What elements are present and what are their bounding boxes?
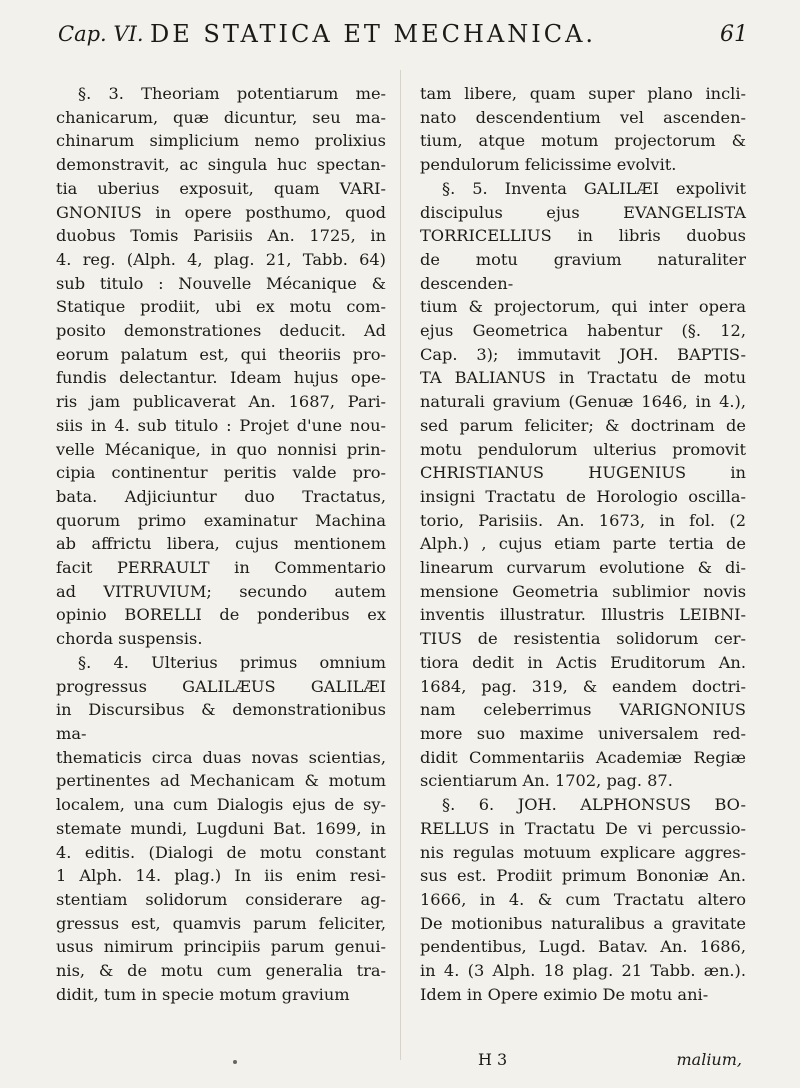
text-line: GNONIUS in opere posthumo, quod (56, 202, 386, 222)
text-line: TA BALIANUS in Tractatu de motu (420, 368, 746, 388)
text-line: sus est. Prodiit primum Bononiæ An. (420, 866, 746, 886)
text-line: TIUS de resistentia solidorum cer- (420, 629, 746, 649)
text-line: tium, atque motum projectorum & (420, 131, 746, 151)
text-line: Alph.) , cujus etiam parte tertia de (420, 534, 746, 554)
text-line: tia uberius exposuit, quam VARI- (56, 178, 386, 198)
text-line: scientiarum An. 1702, pag. 87. (420, 771, 673, 791)
text-line: CHRISTIANUS HUGENIUS in (420, 463, 746, 483)
text-line: mensione Geometria sublimior novis (420, 581, 746, 601)
ink-spot (233, 1060, 237, 1064)
text-line: usus nimirum principiis parum genui- (56, 937, 386, 957)
text-line: localem, una cum Dialogis ejus de sy- (56, 795, 386, 815)
text-line: nis regulas motuum explicare aggres- (420, 842, 746, 862)
column-gutter (400, 70, 401, 1060)
text-line: quorum primo examinatur Machina (56, 510, 386, 530)
text-line: didit, tum in specie motum gravium (56, 984, 350, 1004)
text-line: 4. editis. (Dialogi de motu constant (56, 842, 386, 862)
text-line: de motu gravium naturaliter descenden- (420, 249, 746, 293)
text-line: chinarum simplicium nemo prolixius (56, 131, 386, 151)
text-line: more suo maxime universalem red- (420, 723, 746, 743)
right-column (420, 82, 746, 1006)
text-line: ris jam publicaverat An. 1687, Pari- (56, 392, 386, 412)
left-column (56, 82, 386, 1006)
text-line: §. 3. Theoriam potentiarum me- (78, 84, 386, 103)
running-title: DE STATICA ET MECHANICA. (150, 20, 597, 48)
text-line: naturali gravium (Genuæ 1646, in 4.), (420, 392, 746, 412)
text-line: in 4. (3 Alph. 18 plag. 21 Tabb. æn.). (420, 961, 746, 981)
text-line: bata. Adjiciuntur duo Tractatus, (56, 486, 386, 506)
text-line: nato descendentium vel ascenden- (420, 107, 746, 127)
text-line: De motionibus naturalibus a gravitate (420, 913, 746, 933)
chapter-label: Cap. VI. (58, 22, 144, 46)
text-line: progressus GALILÆUS GALILÆI (56, 676, 386, 696)
text-line: pertinentes ad Mechanicam & motum (56, 771, 386, 791)
catchword: malium, (676, 1050, 742, 1069)
text-line: motu pendulorum ulterius promovit (420, 439, 746, 459)
text-line: Cap. 3); immutavit JOH. BAPTIS- (420, 344, 746, 364)
text-line: facit PERRAULT in Commentario (56, 558, 386, 578)
text-line: ejus Geometrica habentur (§. 12, (420, 321, 746, 341)
text-line: tiora dedit in Actis Eruditorum An. (420, 652, 746, 672)
text-line: nam celeberrimus VARIGNONIUS (420, 700, 746, 720)
text-line: inventis illustratur. Illustris LEIBNI- (420, 605, 746, 625)
text-line: fundis delectantur. Ideam hujus ope- (56, 368, 386, 388)
text-line: tium & projectorum, qui inter opera (420, 297, 746, 317)
text-line: 1684, pag. 319, & eandem doctri- (420, 676, 746, 696)
text-line: TORRICELLIUS in libris duobus (420, 226, 746, 246)
text-line: sub titulo : Nouvelle Mécanique & (56, 273, 386, 293)
text-line: didit Commentariis Academiæ Regiæ (420, 747, 746, 767)
text-line: §. 4. Ulterius primus omnium (78, 652, 386, 672)
text-line: chanicarum, quæ dicuntur, seu ma- (56, 107, 386, 127)
text-line: insigni Tractatu de Horologio oscilla- (420, 486, 746, 506)
text-line: 4. reg. (Alph. 4, plag. 21, Tabb. 64) (56, 249, 386, 269)
text-line: opinio BORELLI de ponderibus ex (56, 605, 386, 625)
text-line: thematicis circa duas novas scientias, (56, 747, 386, 767)
text-line: duobus Tomis Parisiis An. 1725, in (56, 226, 386, 246)
text-line: posito demonstrationes deducit. Ad (56, 321, 386, 341)
page-number: 61 (720, 22, 748, 47)
text-line: pendentibus, Lugd. Batav. An. 1686, (420, 937, 746, 957)
text-line: Idem in Opere eximio De motu ani- (420, 984, 709, 1004)
text-line: torio, Parisiis. An. 1673, in fol. (2 (420, 510, 746, 530)
running-header (58, 18, 748, 54)
text-line: siis in 4. sub titulo : Projet d'une nou- (56, 415, 386, 435)
text-line: ab affrictu libera, cujus mentionem (56, 534, 386, 554)
text-line: chorda suspensis. (56, 629, 203, 649)
text-line: eorum palatum est, qui theoriis pro- (56, 344, 386, 364)
text-line: demonstravit, ac singula huc spectan- (56, 155, 386, 175)
text-line: pendulorum felicissime evolvit. (420, 155, 677, 175)
text-line: discipulus ejus EVANGELISTA (420, 202, 746, 222)
text-line: gressus est, quamvis parum feliciter, (56, 913, 386, 933)
text-line: §. 6. JOH. ALPHONSUS BO- (442, 795, 746, 815)
text-line: 1666, in 4. & cum Tractatu altero (420, 889, 746, 909)
text-line: Statique prodiit, ubi ex motu com- (56, 297, 386, 317)
text-line: linearum curvarum evolutione & di- (420, 558, 746, 578)
text-line: velle Mécanique, in quo nonnisi prin- (56, 439, 386, 459)
text-line: cipia continentur peritis valde pro- (56, 463, 386, 483)
text-line: sed parum feliciter; & doctrinam de (420, 415, 746, 435)
signature-mark: H 3 (478, 1050, 508, 1069)
text-line: RELLUS in Tractatu De vi percussio- (420, 818, 746, 838)
text-line: §. 5. Inventa GALILÆI expolivit (442, 178, 746, 198)
text-line: nis, & de motu cum generalia tra- (56, 961, 386, 981)
text-line: tam libere, quam super plano incli- (420, 84, 746, 103)
text-line: ad VITRUVIUM; secundo autem (56, 581, 386, 601)
text-line: 1 Alph. 14. plag.) In iis enim resi- (56, 866, 386, 886)
text-line: stemate mundi, Lugduni Bat. 1699, in (56, 818, 386, 838)
text-line: stentiam solidorum considerare ag- (56, 889, 386, 909)
text-line: in Discursibus & demonstrationibus ma- (56, 700, 386, 743)
